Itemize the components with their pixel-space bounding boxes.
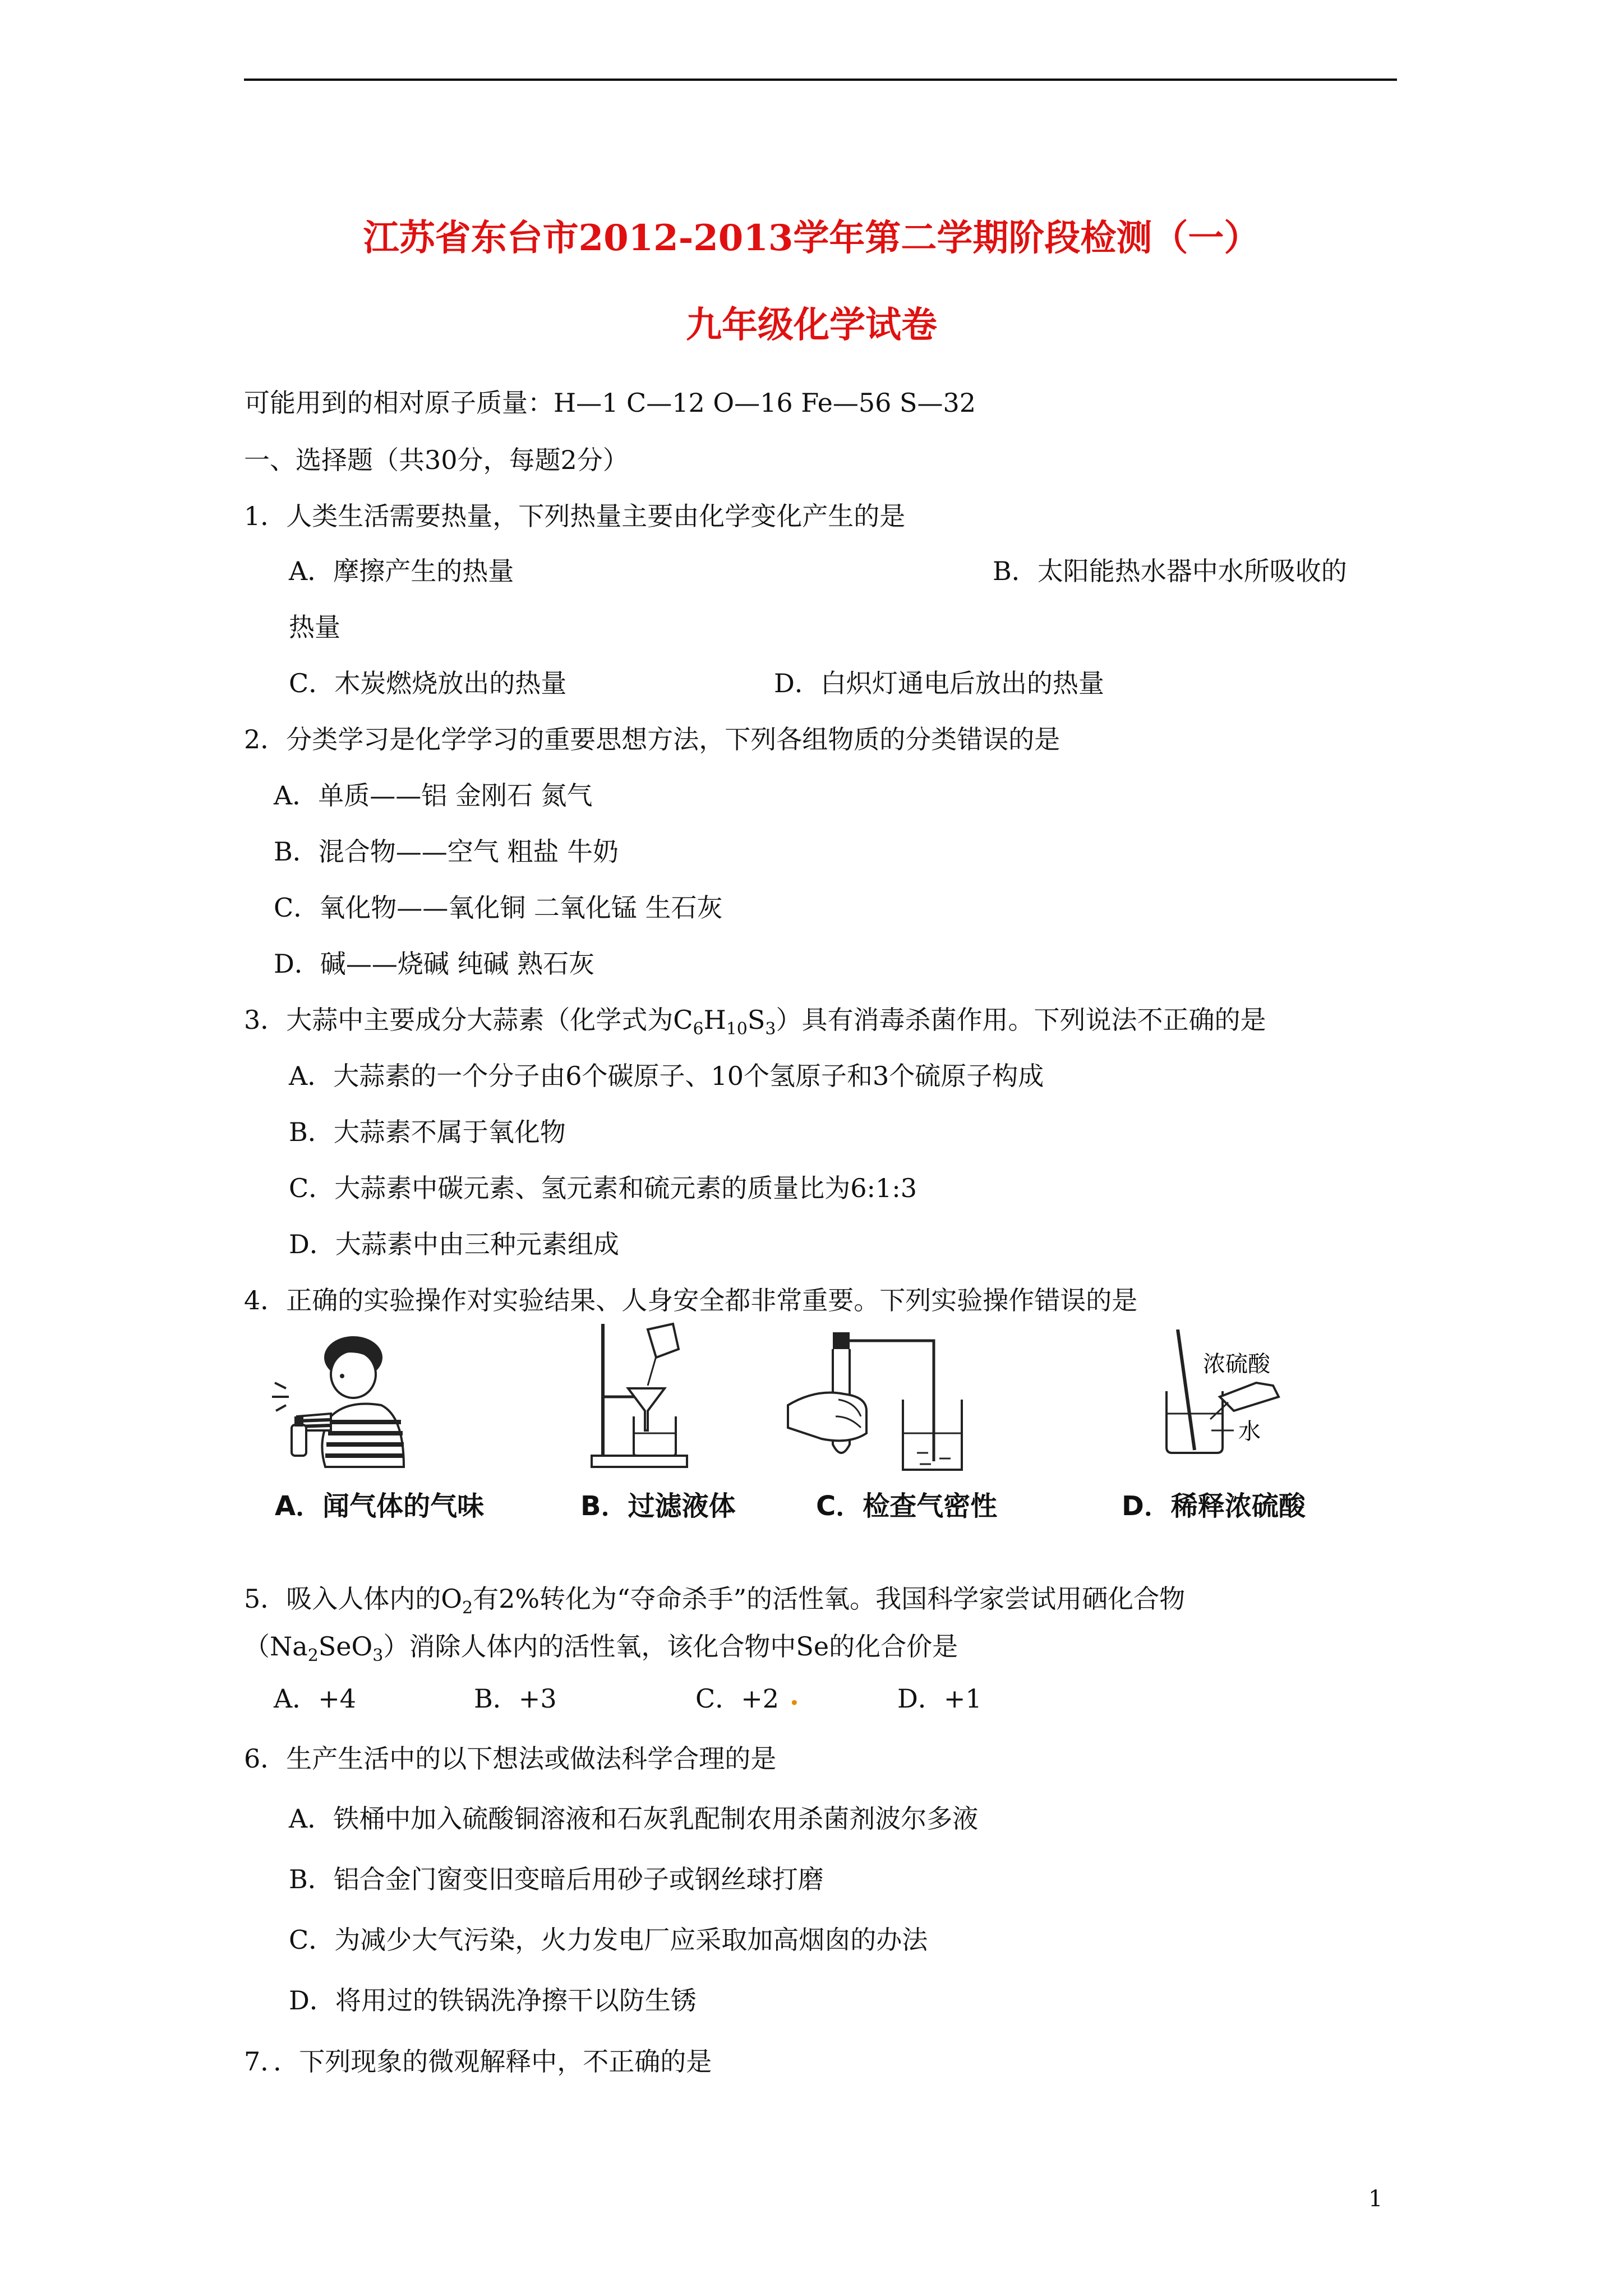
q5-stem-post: 有2%转化为“夺命杀手”的活性氧。我国科学家尝试用硒化合物 [473, 1584, 1186, 1614]
q3-formula-s: S [747, 1005, 766, 1035]
q3-option-c: C．大蒜素中碳元素、氢元素和硫元素的质量比为6:1:3 [289, 1173, 917, 1203]
q4-caption-c: C．检查气密性 [816, 1490, 998, 1522]
section-heading: 一、选择题（共30分，每题2分） [244, 445, 629, 475]
q2-option-c: C．氧化物——氧化铜 二氧化锰 生石灰 [274, 892, 723, 923]
q2-option-b: B．混合物——空气 粗盐 牛奶 [274, 836, 619, 867]
q3-stem [244, 1003, 1266, 1046]
q1-option-d: D．白炽灯通电后放出的热量 [774, 668, 1104, 698]
q3-option-a: A．大蒜素的一个分子由6个碳原子、10个氢原子和3个硫原子构成 [289, 1061, 1044, 1091]
q6-option-c: C．为减少大气污染，火力发电厂应采取加高烟囱的办法 [289, 1925, 928, 1955]
header-rule [244, 79, 1397, 81]
exam-title: 江苏省东台市2012-2013学年第二学期阶段检测（一） [363, 217, 1260, 259]
dilute-acid-figure [1144, 1329, 1295, 1461]
q5-dot-mark: . [790, 1680, 799, 1711]
q4-caption-a: A．闻气体的气味 [275, 1490, 485, 1522]
person-smelling-figure [264, 1332, 426, 1470]
q5-option-c: C．+2 [695, 1683, 780, 1714]
q5-stem [244, 1582, 1185, 1625]
q1-option-b: B．太阳能热水器中水所吸收的 [993, 556, 1347, 586]
atomic-mass-line: 可能用到的相对原子质量：H—1 C—12 O—16 Fe—56 S—32 [244, 388, 976, 418]
label-acid: 浓硫酸 [1203, 1351, 1270, 1377]
q1-option-a: A．摩擦产生的热量 [289, 556, 514, 586]
q3-formula-h-sub: 10 [726, 1019, 748, 1039]
label-water: 水 [1238, 1419, 1261, 1444]
q1-option-b-cont: 热量 [289, 612, 340, 642]
q6-option-a: A．铁桶中加入硫酸铜溶液和石灰乳配制农用杀菌剂波尔多液 [289, 1803, 979, 1834]
page-number: 1 [1368, 2186, 1383, 2212]
q6-option-d: D．将用过的铁锅洗净擦干以防生锈 [289, 1985, 697, 2016]
exam-subtitle: 九年级化学试卷 [686, 304, 937, 346]
q3-formula-h: H [703, 1005, 726, 1035]
q3-formula-s-sub: 3 [765, 1019, 776, 1039]
q5-na-sub: 2 [307, 1646, 319, 1666]
q5-seo-sub: 3 [372, 1646, 384, 1666]
q3-stem-pre: 3．大蒜中主要成分大蒜素（化学式为C [244, 1005, 693, 1035]
q1-stem: 1．人类生活需要热量，下列热量主要由化学变化产生的是 [244, 501, 906, 531]
filtration-figure [580, 1318, 698, 1473]
q1-option-c: C．木炭燃烧放出的热量 [289, 668, 567, 698]
q5-option-b: B．+3 [474, 1683, 557, 1714]
q5-line2-post: ）消除人体内的活性氧，该化合物中Se的化合价是 [383, 1631, 958, 1662]
q5-stem-line2 [244, 1630, 958, 1673]
q4-stem: 4．正确的实验操作对实验结果、人身安全都非常重要。下列实验操作错误的是 [244, 1285, 1138, 1315]
q6-stem: 6．生产生活中的以下想法或做法科学合理的是 [244, 1743, 777, 1774]
q3-formula-c-sub: 6 [693, 1019, 704, 1039]
q3-stem-post: ）具有消毒杀菌作用。下列说法不正确的是 [776, 1005, 1266, 1035]
q4-caption-b: B．过滤液体 [580, 1490, 736, 1522]
airtightness-figure [782, 1332, 967, 1473]
q5-line2-mid: SeO [318, 1631, 373, 1662]
q5-option-a: A．+4 [274, 1683, 357, 1714]
q3-option-d: D．大蒜素中由三种元素组成 [289, 1229, 619, 1259]
q5-o-sub: 2 [462, 1598, 473, 1618]
q7-stem: 7．．下列现象的微观解释中，不正确的是 [244, 2046, 712, 2077]
q5-stem-pre: 5．吸入人体内的O [244, 1584, 462, 1614]
q2-stem: 2．分类学习是化学学习的重要思想方法，下列各组物质的分类错误的是 [244, 724, 1061, 754]
q5-option-d: D．+1 [897, 1683, 982, 1714]
q6-option-b: B．铝合金门窗变旧变暗后用砂子或钢丝球打磨 [289, 1864, 824, 1894]
q2-option-d: D．碱——烧碱 纯碱 熟石灰 [274, 949, 595, 979]
q4-caption-d: D．稀释浓硫酸 [1122, 1490, 1306, 1522]
q5-line2-pre: （Na [244, 1631, 308, 1662]
q2-option-a: A．单质——铝 金刚石 氮气 [274, 780, 593, 811]
q3-option-b: B．大蒜素不属于氧化物 [289, 1117, 566, 1147]
